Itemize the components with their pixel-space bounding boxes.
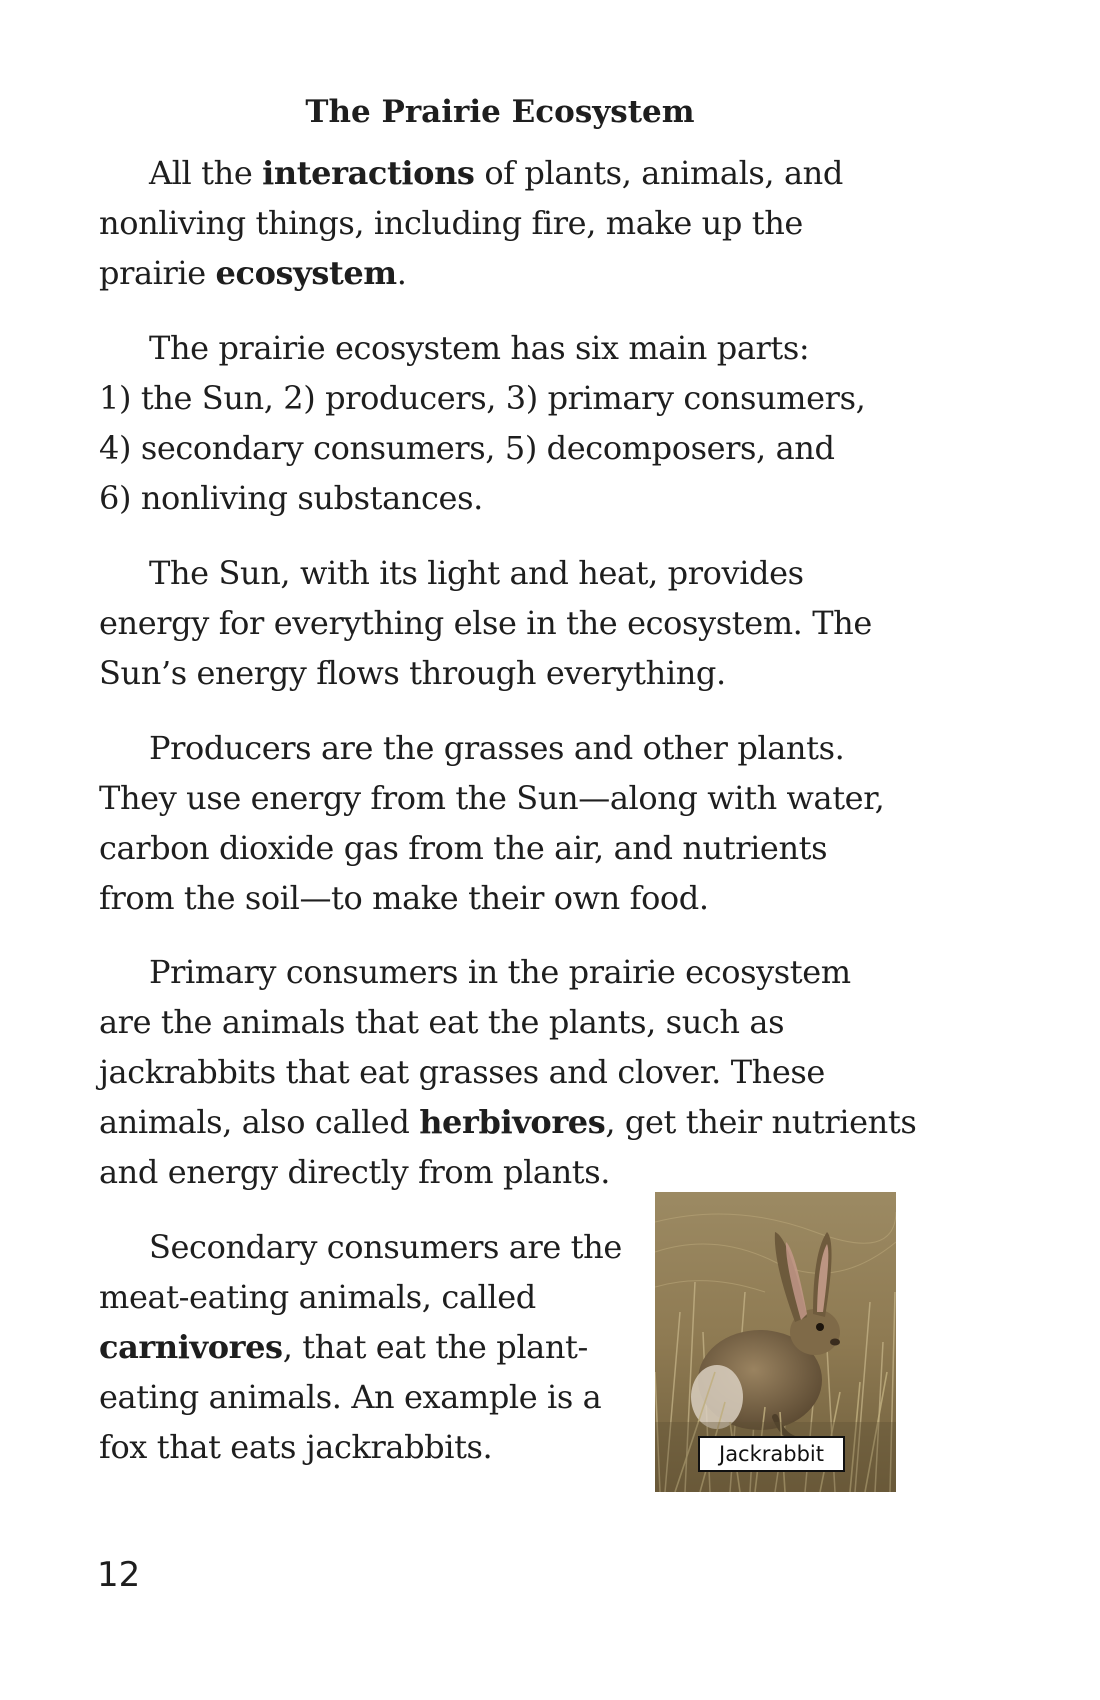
paragraph-primary-consumers: Primary consumers in the prairie ecosystem are the animals that eat the plants, such as jackrabbits that eat grasses and clover. These animals, also called herbivores, get their nutrients and energy directly from plants. (99, 953, 917, 1191)
page-number: 12 (97, 1555, 141, 1595)
jackrabbit-photo (655, 1192, 896, 1492)
term-herbivores: herbivores (419, 1103, 606, 1141)
term-interactions: interactions (262, 154, 475, 192)
paragraph-six-parts: The prairie ecosystem has six main parts: 1) the Sun, 2) producers, 3) primary consumers, 4) secondary consumers, 5) decomposers, and 6) nonliving substances. (99, 329, 866, 517)
paragraph-producers: Producers are the grasses and other plants. They use energy from the Sun—along with water, carbon dioxide gas from the air, and nutrients from the soil—to make their own food. (99, 729, 885, 917)
paragraph-interactions: All the interactions of plants, animals, and nonliving things, including fire, make up the prairie ecosystem. (99, 154, 843, 292)
paragraph-sun: The Sun, with its light and heat, provides energy for everything else in the ecosystem. The Sun’s energy flows through everything. (99, 554, 872, 692)
term-ecosystem: ecosystem (215, 254, 397, 292)
paragraph-secondary-consumers: Secondary consumers are the meat-eating animals, called carnivores, that eat the plant- eating animals. An example is a fox that eats jackrabbits. (99, 1228, 622, 1466)
page-title: The Prairie Ecosystem (305, 94, 695, 130)
photo-caption: Jackrabbit (698, 1436, 845, 1472)
term-carnivores: carnivores (99, 1328, 283, 1366)
jackrabbit-eye (816, 1323, 824, 1331)
